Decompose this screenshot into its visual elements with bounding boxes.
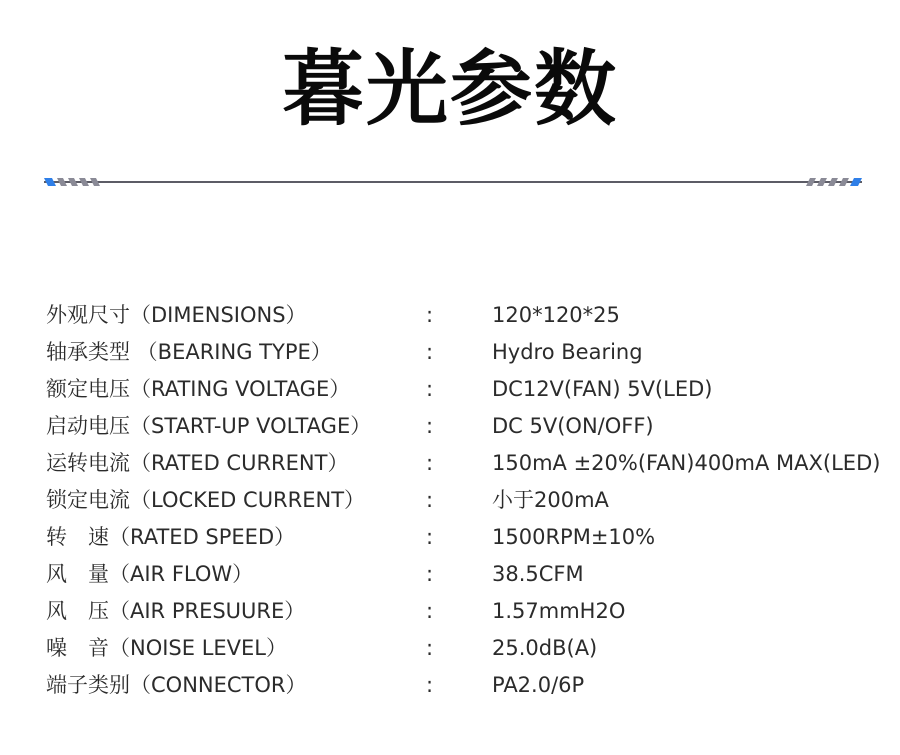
spec-separator: : — [426, 599, 434, 623]
spec-label: 额定电压（RATING VOLTAGE） — [46, 377, 351, 401]
spec-value: DC 5V(ON/OFF) — [492, 414, 654, 438]
spec-value: Hydro Bearing — [492, 340, 643, 364]
spec-label: 风 压（AIR PRESUURE） — [46, 599, 306, 623]
spec-separator: : — [426, 340, 434, 364]
spec-label: 外观尺寸（DIMENSIONS） — [46, 303, 307, 327]
spec-value: 1500RPM±10% — [492, 525, 656, 549]
spec-value: 小于200mA — [492, 488, 609, 512]
spec-row-rated-speed — [46, 519, 900, 556]
spec-separator: : — [426, 303, 434, 327]
spec-separator: : — [426, 377, 434, 401]
spec-label: 噪 音（NOISE LEVEL） — [46, 636, 288, 660]
spec-label: 启动电压（START-UP VOLTAGE） — [46, 414, 372, 438]
spec-label: 转 速（RATED SPEED） — [46, 525, 296, 549]
spec-value: DC12V(FAN) 5V(LED) — [492, 377, 713, 401]
spec-separator: : — [426, 488, 434, 512]
page-title: 暮光参数 — [281, 42, 618, 137]
spec-row-noise-level — [46, 630, 900, 667]
spec-row-connector — [46, 667, 900, 704]
spec-list — [46, 297, 900, 704]
spec-value: 120*120*25 — [492, 303, 620, 327]
divider-line — [44, 181, 862, 183]
spec-row-bearing-type — [46, 334, 900, 371]
spec-separator: : — [426, 673, 434, 697]
spec-separator: : — [426, 414, 434, 438]
spec-value: 25.0dB(A) — [492, 636, 598, 660]
spec-label: 端子类别（CONNECTOR） — [46, 673, 307, 697]
spec-label: 运转电流（RATED CURRENT） — [46, 451, 349, 475]
title-divider — [44, 172, 862, 192]
spec-separator: : — [426, 636, 434, 660]
spec-row-start-up-voltage — [46, 408, 900, 445]
spec-value: 38.5CFM — [492, 562, 584, 586]
spec-row-locked-current — [46, 482, 900, 519]
spec-row-rating-voltage — [46, 371, 900, 408]
spec-value: 1.57mmH2O — [492, 599, 626, 623]
spec-row-rated-current — [46, 445, 900, 482]
spec-row-dimensions — [46, 297, 900, 334]
spec-label: 轴承类型 （BEARING TYPE） — [46, 340, 332, 364]
spec-value: 150mA ±20%(FAN)400mA MAX(LED) — [492, 451, 881, 475]
spec-separator: : — [426, 562, 434, 586]
spec-label: 风 量（AIR FLOW） — [46, 562, 254, 586]
spec-value: PA2.0/6P — [492, 673, 585, 697]
spec-row-air-pressure — [46, 593, 900, 630]
spec-label: 锁定电流（LOCKED CURRENT） — [46, 488, 366, 512]
spec-row-air-flow — [46, 556, 900, 593]
spec-separator: : — [426, 451, 434, 475]
spec-separator: : — [426, 525, 434, 549]
